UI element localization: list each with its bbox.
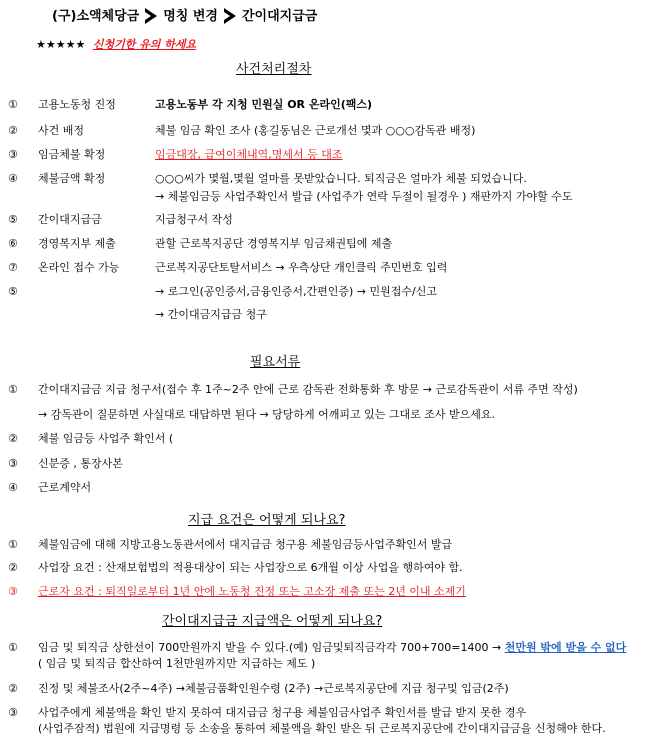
item-number: ③ [8,585,18,598]
amount-text-continued: ( 임금 및 퇴직금 합산하여 1천만원까지만 지급하는 제도 ) [38,657,316,670]
document-row [0,456,651,471]
item-number: ① [8,538,18,551]
amount-row-continued [0,721,651,736]
document-text: 간이대지급금 지급 청구서(접수 후 1주~2주 안에 근로 감독관 전화통화 후 방문 → 근로감독관이 서류 주면 작성) [38,383,578,396]
item-number: ⑦ [8,261,18,274]
amount-row [0,705,651,720]
procedure-heading: 사건처리절차 [236,62,312,77]
step-value: 체불 임금 확인 조사 (홍길동님은 근로개선 몇과 ○○○감독관 배정) [155,124,476,137]
amount-text-continued: (사업주잠적) 법원에 지급명령 등 소송을 통하여 체불액을 확인 받은 뒤 근로복지공단에 간이대지급금을 신청해야 한다. [38,722,606,735]
item-number: ③ [8,457,18,470]
document-text: 체불 임금등 사업주 확인서 ( [38,432,174,445]
procedure-row-continued [0,189,651,204]
documents-heading: 필요서류 [250,355,301,370]
document-text-continued: → 감독관이 질문하면 사실대로 대답하면 된다 → 당당하게 어깨피고 있는 그대로 조사 받으세요. [38,408,496,421]
rename-label: 명칭 변경 [163,8,218,24]
requirement-row [0,584,651,599]
chevron-right-icon [145,8,157,24]
requirement-text: 체불임금에 대해 지방고용노동관서에서 대지급금 청구용 체불임금등사업주확인서 발급 [38,538,453,551]
step-value: 임금대장, 급여이체내역,명세서 등 대조 [155,148,343,161]
chevron-right-icon [224,8,236,24]
step-label: 사건 배정 [38,124,85,137]
deadline-warning: 신청기한 유의 하세요 [92,38,197,51]
document-row [0,382,651,397]
step-value: 관할 근로복지공단 경영복지부 임금채권팀에 제출 [155,237,393,250]
item-number: ② [8,682,18,695]
item-number: ① [8,641,18,654]
amount-text: 임금 및 퇴직금 상한선이 700만원까지 받을 수 있다.(예) 임금및퇴직금각각 700+700=1400 → [38,641,502,654]
document-text: 신분증 , 통장사본 [38,457,123,470]
step-label: 온라인 접수 가능 [38,261,120,274]
amount-heading: 간이대지급금 지급액은 어떻게 되나요? [162,614,383,629]
step-label: 임금체불 확정 [38,148,106,161]
requirements-heading: 지급 요건은 어떻게 되나요? [188,513,346,528]
requirement-row [0,560,651,575]
requirement-text: 사업장 요건 : 산재보험법의 적용대상이 되는 사업장으로 6개월 이상 사업을 행하여야 함. [38,561,463,574]
step-value: ○○○씨가 몇월,몇월 얼마를 못받았습니다. 퇴직금은 얼마가 체불 되었습니다. [155,172,527,185]
amount-row [0,681,651,696]
item-number: ② [8,432,18,445]
document-text: 근로계약서 [38,481,92,494]
step-value: → 로그인(공인증서,금융인증서,간편인증) → 민원접수/신고 [155,285,437,298]
step-value: 근로복지공단토탈서비스 → 우측상단 개인클릭 주민번호 입력 [155,261,448,274]
step-value: 고용노동부 각 지청 민원실 OR 온라인(팩스) [155,98,373,111]
item-number: ③ [8,706,18,719]
amount-text: 사업주에게 체불액을 확인 받지 못하여 대지급금 청구용 체불임금사업주 확인서를 발급 받지 못한 경우 [38,706,527,719]
amount-row [0,640,651,655]
step-label: 고용노동청 진정 [38,98,116,111]
step-value-continued: → 간이대금지급금 청구 [155,308,267,321]
item-number: ④ [8,172,18,185]
step-value: 지급청구서 작성 [155,213,233,226]
step-label: 간이대지급금 [38,213,102,226]
title-flow [52,8,317,24]
item-number: ① [8,98,18,111]
requirement-row [0,537,651,552]
deadline-notice [36,37,196,52]
procedure-row [0,212,651,227]
step-value-continued: → 체불임금등 사업주확인서 발급 (사업주가 연락 두절이 될경우 ) 재판까지 가야할 수도 [155,190,573,203]
requirement-text: 근로자 요건 : 퇴직일로부터 1년 안에 노동청 진정 또는 고소장 제출 또는 2년 이내 소제기 [38,585,466,598]
document-row-continued [0,407,651,422]
item-number: ② [8,561,18,574]
amount-row-continued [0,656,651,671]
item-number: ④ [8,481,18,494]
step-label: 체불금액 확정 [38,172,106,185]
amount-text: 진정 및 체불조사(2주~4주) →체불금품확인원수령 (2주) →근로복지공단에 지급 청구및 입금(2주) [38,682,509,695]
document-row [0,480,651,495]
procedure-row [0,284,651,299]
procedure-row-continued [0,307,651,322]
item-number: ② [8,124,18,137]
procedure-row [0,236,651,251]
document-row [0,431,651,446]
item-number: ⑤ [8,213,18,226]
item-number: ⑥ [8,237,18,250]
step-label: 경영복지부 제출 [38,237,116,250]
star-icons: ★★★★★ [36,38,86,51]
procedure-row [0,171,651,186]
old-name: (구)소액체당금 [52,8,140,24]
amount-highlight: 천만원 밖에 받을 수 없다 [504,641,627,654]
item-number: ⑤ [8,285,18,298]
item-number: ① [8,383,18,396]
procedure-row [0,260,651,275]
procedure-row [0,147,651,162]
procedure-row [0,123,651,138]
new-name: 간이대지급금 [242,8,318,24]
procedure-row [0,97,651,112]
item-number: ③ [8,148,18,161]
